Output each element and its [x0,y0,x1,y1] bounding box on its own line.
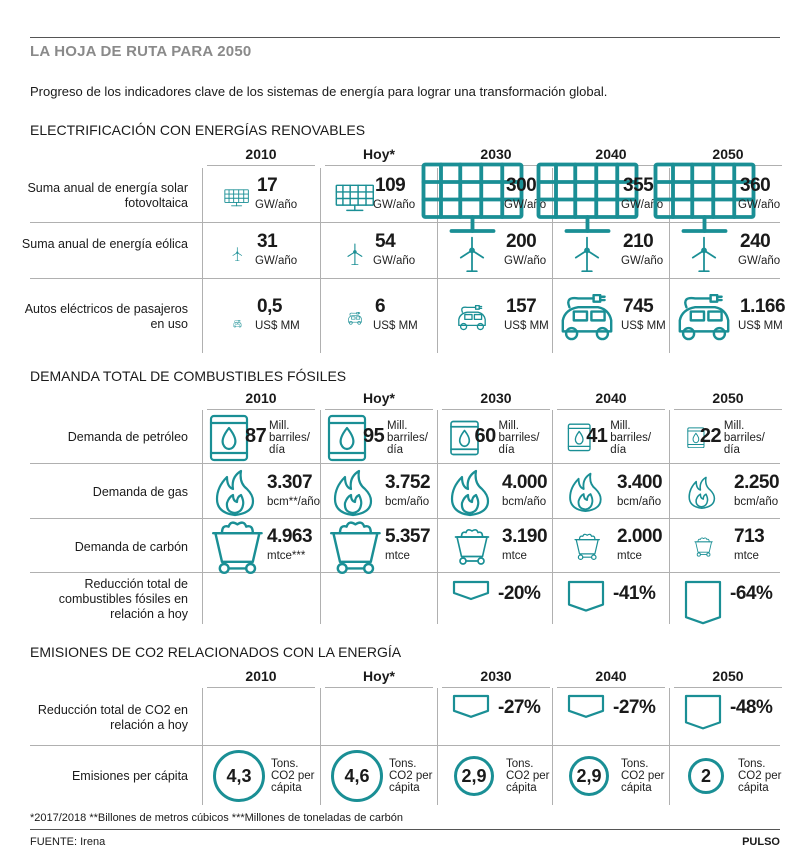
flame-icon [211,469,259,517]
year-underline [442,409,550,410]
reduction-value: -41% [613,583,656,604]
per-capita-circle: 2,9 [454,756,494,796]
indicator-unit: bcm/año [502,495,547,508]
column-divider [320,688,321,805]
column-divider [320,168,321,353]
year-header: 2050 [712,146,744,162]
wind-turbine-icon [456,236,488,273]
indicator-value: 240 [740,231,771,252]
year-header: Hoy* [363,146,395,162]
indicator-value: 31 [257,231,278,252]
year-underline [207,165,315,166]
year-header: 2030 [480,390,512,406]
indicator-value: 22 [699,424,722,447]
indicator-unit: Mill. barriles/ día [387,419,428,456]
year-underline [207,409,315,410]
year-header: 2010 [245,668,277,684]
year-underline [557,687,665,688]
row-label: Demanda de petróleo [67,430,188,444]
indicator-value: 2.000 [617,526,663,547]
indicator-unit: bcm/año [385,495,430,508]
solar-panel-icon [535,161,640,235]
indicator-unit: GW/año [373,199,416,211]
reduction-value: -20% [498,583,541,604]
flame-icon [329,469,377,517]
indicator-value: 355 [623,175,654,196]
brand-logo-text: PULSO [742,836,780,848]
indicator-unit: US$ MM [255,319,300,332]
indicator-unit: mtce*** [267,550,306,562]
indicator-unit: Mill. barriles/ día [723,419,765,456]
row-label: Suma anual de energía solar fotovoltaica [27,181,188,210]
indicator-value: 3.400 [617,471,663,493]
indicator-unit: GW/año [373,255,416,267]
year-underline [442,687,550,688]
footnote: *2017/2018 **Billones de metros cúbicos ***Millones de toneladas de carbón [30,812,404,824]
row-label: Reducción total de CO2 en relación a hoy [37,702,188,732]
indicator-unit: GW/año [621,255,664,267]
per-capita-circle: 2,9 [569,756,609,796]
indicator-value: 745 [623,295,654,317]
indicator-value: 3.307 [267,471,313,493]
column-divider [669,688,670,805]
indicator-unit: GW/año [255,199,298,211]
indicator-unit: GW/año [504,255,547,267]
per-capita-circle: 4,3 [213,750,265,802]
row-divider [30,278,780,279]
indicator-value: 5.357 [385,526,431,547]
row-divider [30,745,780,746]
indicator-value: 2.250 [734,471,780,493]
year-header: 2040 [595,668,627,684]
year-header: 2030 [480,146,512,162]
year-header: 2040 [595,390,627,406]
reduction-shape-icon [684,580,722,625]
per-capita-circle: 4,6 [331,750,383,802]
indicator-unit: US$ MM [373,319,418,332]
coal-cart-icon [454,528,490,566]
indicator-unit: mtce [502,550,527,562]
indicator-unit: mtce [617,550,642,562]
wind-turbine-icon [688,236,720,273]
year-underline [674,687,782,688]
reduction-shape-icon [567,694,605,719]
indicator-unit: GW/año [255,255,298,267]
indicator-unit: GW/año [738,199,781,211]
indicator-value: 54 [375,231,396,252]
indicator-unit: bcm**/año [267,495,321,508]
row-divider [30,463,780,464]
year-underline [325,687,433,688]
year-header: Hoy* [363,390,395,406]
year-header: 2040 [595,146,627,162]
reduction-shape-icon [452,580,490,601]
section-title: DEMANDA TOTAL DE COMBUSTIBLES FÓSILES [30,368,347,384]
year-underline [325,409,433,410]
year-header: 2030 [480,668,512,684]
solar-panel-icon [335,184,375,212]
indicator-value: 1.166 [740,295,786,317]
indicator-unit: Tons. CO2 per cápita [389,758,433,794]
indicator-value: 210 [623,231,654,252]
electric-car-icon [554,294,620,342]
electric-car-icon [671,294,737,342]
bottom-rule [30,829,780,830]
electric-car-icon [232,315,243,323]
year-header: 2050 [712,390,744,406]
reduction-value: -27% [613,697,656,718]
per-capita-circle: 2 [688,758,724,794]
indicator-value: 4.963 [267,526,313,547]
reduction-value: -27% [498,697,541,718]
indicator-value: 360 [740,175,771,196]
year-underline [557,409,665,410]
indicator-value: 41 [586,424,608,447]
year-underline [674,409,782,410]
indicator-unit: Tons. CO2 per cápita [738,758,782,794]
wind-turbine-icon [571,236,603,273]
coal-cart-icon [574,533,600,561]
page-title: LA HOJA DE RUTA PARA 2050 [30,43,252,60]
source-credit: FUENTE: Irena [30,836,106,848]
column-divider [437,410,438,624]
year-header: 2050 [712,668,744,684]
indicator-value: 109 [375,175,406,196]
column-divider [437,688,438,805]
flame-icon [446,469,494,517]
wind-turbine-icon [231,247,244,261]
flame-icon [565,472,606,513]
indicator-value: 4.000 [502,471,548,493]
year-header: 2010 [245,146,277,162]
row-label: Autos eléctricos de pasajeros en uso [24,301,188,331]
indicator-unit: US$ MM [621,319,666,332]
year-header: 2010 [245,390,277,406]
indicator-unit: mtce [385,550,410,562]
column-divider [202,688,203,805]
electric-car-icon [346,312,364,325]
coal-cart-icon [694,537,713,557]
column-divider [202,410,203,624]
coal-cart-icon [211,520,264,575]
indicator-unit: GW/año [504,199,547,211]
reduction-shape-icon [452,694,490,719]
column-divider [669,410,670,624]
row-label: Suma anual de energía eólica [21,237,188,251]
indicator-unit: bcm/año [617,495,662,508]
column-divider [202,168,203,353]
indicator-unit: Mill. barriles/ día [610,419,652,456]
top-rule [30,37,780,38]
flame-icon [685,476,719,510]
indicator-unit: US$ MM [738,319,783,332]
indicator-value: 157 [506,295,537,317]
indicator-value: 87 [245,424,267,447]
indicator-value: 95 [363,424,385,447]
indicator-value: 200 [506,231,537,252]
row-label: Demanda de gas [92,485,188,499]
section-title: EMISIONES DE CO2 RELACIONADOS CON LA ENERGÍA [30,644,402,660]
indicator-unit: bcm/año [734,495,779,508]
indicator-unit: Tons. CO2 per cápita [506,758,550,794]
section-title: ELECTRIFICACIÓN CON ENERGÍAS RENOVABLES [30,122,366,138]
indicator-unit: GW/año [738,255,781,267]
row-label: Demanda de carbón [74,539,188,554]
year-underline [207,687,315,688]
reduction-value: -64% [730,583,773,604]
reduction-shape-icon [567,580,605,613]
indicator-unit: Tons. CO2 per cápita [621,758,665,794]
indicator-unit: Mill. barriles/ día [498,419,540,456]
row-divider [30,572,780,573]
year-header: Hoy* [363,668,395,684]
row-divider [30,518,780,519]
solar-panel-icon [224,189,249,207]
indicator-value: 17 [257,175,278,196]
indicator-value: 713 [734,526,765,547]
indicator-unit: GW/año [621,199,664,211]
electric-car-icon [454,305,490,331]
row-label: Emisiones per cápita [71,768,188,783]
indicator-unit: Tons. CO2 per cápita [271,758,315,794]
indicator-unit: Mill. barriles/ día [269,419,310,456]
solar-panel-icon [652,161,757,235]
indicator-value: 3.190 [502,526,548,547]
column-divider [552,410,553,624]
column-divider [320,410,321,624]
indicator-unit: mtce [734,550,759,562]
indicator-value: 3.752 [385,471,431,493]
indicator-value: 300 [506,175,537,196]
reduction-value: -48% [730,697,773,718]
indicator-value: 60 [474,424,496,447]
page-subtitle: Progreso de los indicadores clave de los sistemas de energía para lograr una transformación global. [30,84,608,99]
indicator-value: 0,5 [257,295,282,317]
coal-cart-icon [329,520,382,575]
indicator-value: 6 [375,295,386,317]
wind-turbine-icon [345,243,365,266]
solar-panel-icon [420,161,525,235]
row-label: Reducción total de combustibles fósiles en relación a hoy [58,576,188,621]
indicator-unit: US$ MM [504,319,549,332]
reduction-shape-icon [684,694,722,730]
year-underline [325,165,433,166]
